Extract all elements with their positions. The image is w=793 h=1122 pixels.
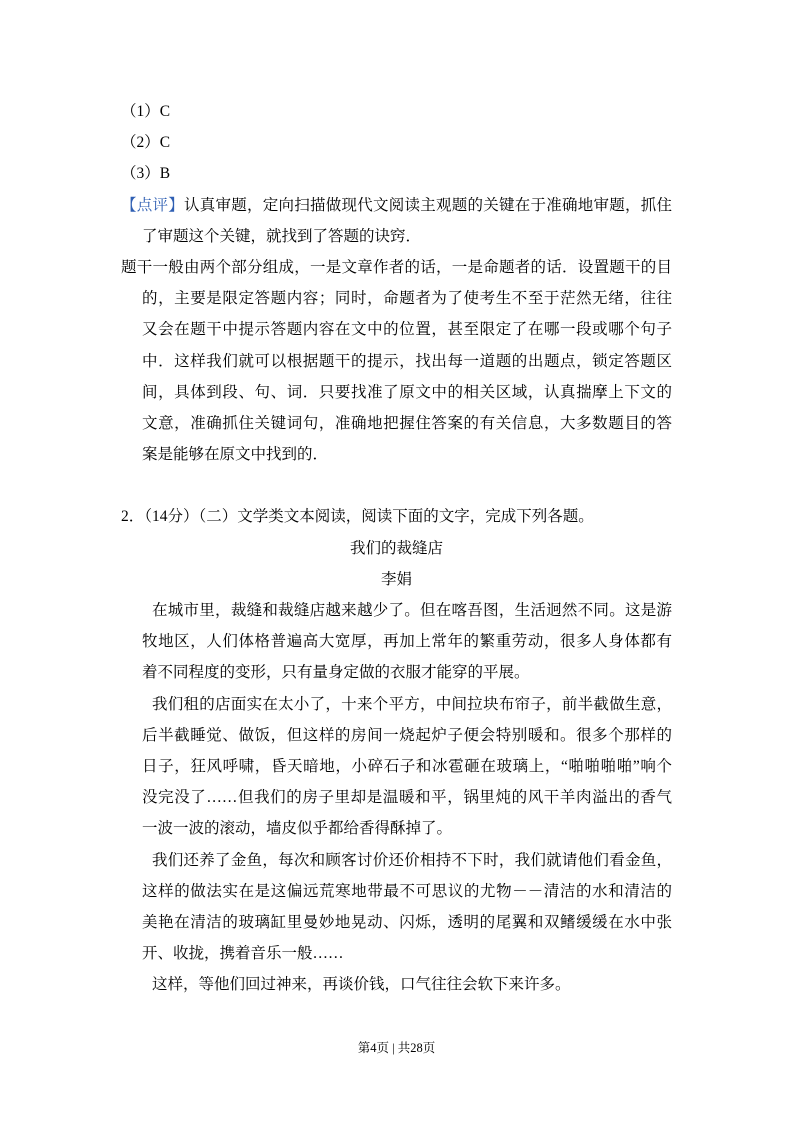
paragraph-line: 一波一波的滚动，墙皮似乎都给香得酥掉了。 [142,820,453,838]
paragraph-line: 着不同程度的变形，只有量身定做的衣服才能穿的平展。 [142,664,530,682]
paragraph-line: 牧地区，人们体格普遍高大宽厚，再加上常年的繁重劳动，很多人身体都有 [142,633,672,651]
paragraph-line: 开、收拢，携着音乐一般…… [142,945,344,963]
paragraph-line: 我们租的店面实在太小了，十来个平方，中间拉块布帘子，前半截做生意， [152,695,672,713]
review-block [121,190,672,252]
paragraph-line: 美艳在清洁的玻璃缸里曼妙地晃动、闪烁，透明的尾翼和双鳍缓缓在水中张 [142,913,672,931]
paragraph-line: 在城市里，裁缝和裁缝店越来越少了。但在喀吾图，生活迥然不同。这是游 [152,602,672,619]
review-first-line [121,190,672,221]
explanation-line: 题干一般由两个部分组成，一是文章作者的话，一是命题者的话．设置题干的目 [121,258,672,276]
article-paragraph [121,969,672,1000]
explanation-line: 中．这样我们就可以根据题干的提示，找出每一道题的出题点，锁定答题区 [142,352,672,370]
question-2 [121,501,672,1000]
article-paragraph [121,689,672,845]
article-author: 李娟 [380,570,412,588]
paragraph-line: 这样，等他们回过神来，再谈价钱，口气往往会软下来许多。 [152,976,571,994]
article-paragraph [121,595,672,689]
explanation-line: 文意，准确抓住关键词句，准确地把握住答案的有关信息，大多数题目的答 [142,414,672,432]
explanation-line: 的，主要是限定答题内容；同时，命题者为了使考生不至于茫然无绪，往往 [142,290,672,308]
page-body [121,96,672,1000]
article-title: 我们的裁缝店 [349,539,443,557]
article-paragraph [121,845,672,970]
explanation-block [121,252,672,470]
explanation-line: 又会在题干中提示答题内容在文中的位置，甚至限定了在哪一段或哪个句子 [142,321,672,339]
explanation-line: 间，具体到段、句、词．只要找准了原文中的相关区域，认真揣摩上下文的 [142,383,672,401]
paragraph-line: 没完没了……但我们的房子里却是温暖和平，锅里炖的风干羊肉溢出的香气 [142,789,672,807]
review-text: 认真审题，定向扫描做现代文阅读主观题的关键在于准确地审题，抓住 [184,196,672,214]
paragraph-line: 我们还养了金鱼，每次和顾客讨价还价相持不下时，我们就请他们看金鱼， [152,851,672,869]
page-indicator: 第4页 | 共28页 [357,1041,436,1055]
paragraph-line: 日子，狂风呼啸，昏天暗地，小碎石子和冰雹砸在玻璃上，“啪啪啪啪”响个 [142,757,672,775]
page-footer [0,1039,793,1057]
answer-line: （1）C [121,103,171,120]
paragraph-line: 这样的做法实在是这偏远荒寒地带最不可思议的尤物－－清洁的水和清洁的 [142,882,672,900]
paragraph-line: 后半截睡觉、做饭，但这样的房间一烧起炉子便会特别暖和。很多个那样的 [142,726,672,744]
review-text-line: 了审题这个关键，就找到了答题的诀窍． [142,227,422,245]
review-label: 【点评】 [121,196,184,214]
answer-list [121,96,672,190]
question-heading: 2．（14分）（二）文学类文本阅读，阅读下面的文字，完成下列各题。 [121,508,594,526]
answer-line: （2）C [121,134,171,152]
spacer [121,470,672,501]
explanation-line: 案是能够在原文中找到的． [142,446,329,464]
answer-line: （3）B [121,165,171,183]
